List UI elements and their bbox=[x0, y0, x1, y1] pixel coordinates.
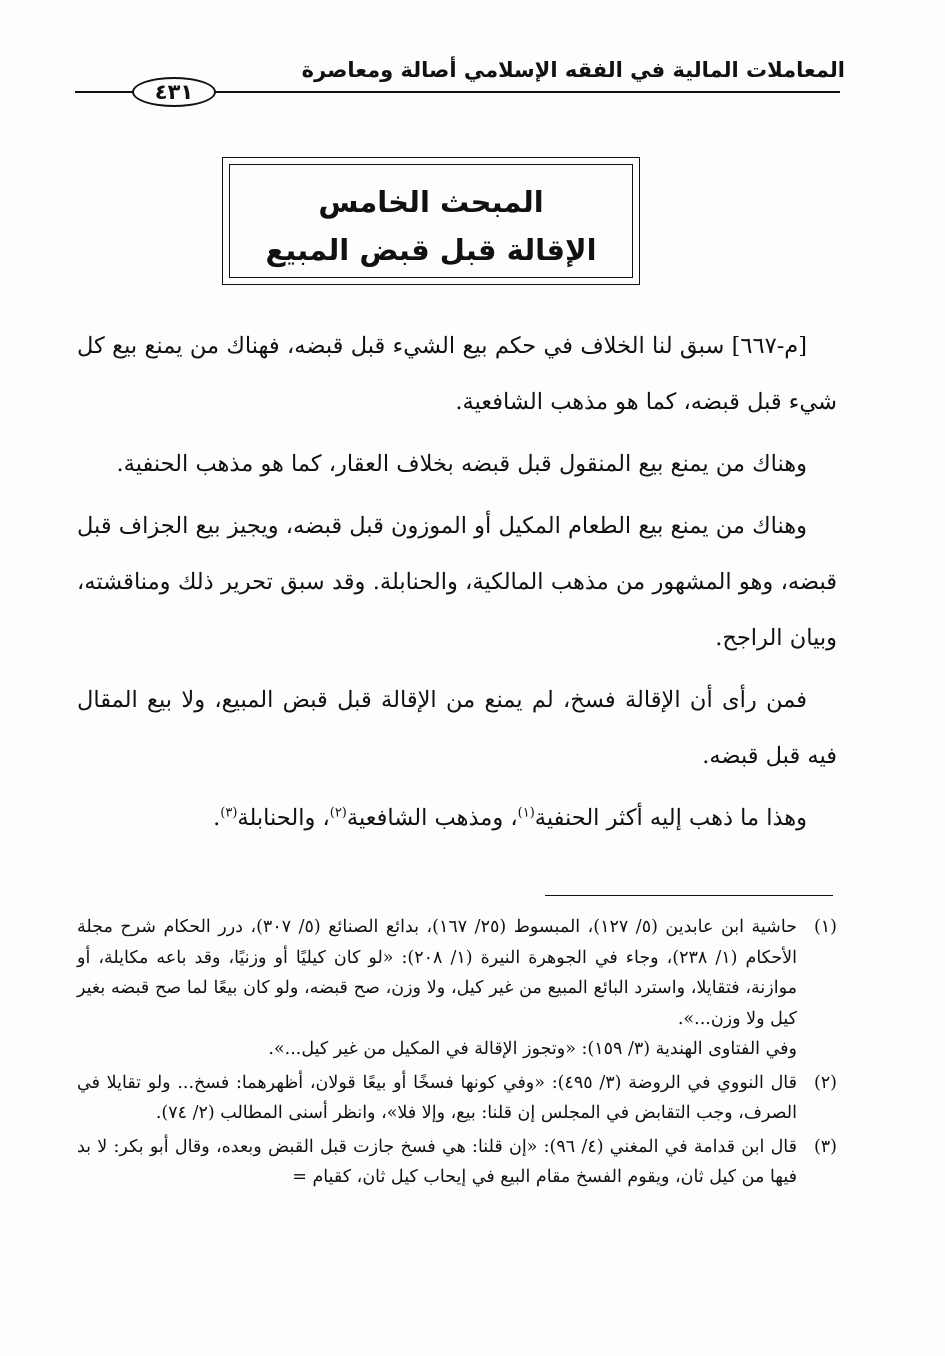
footnote-2 bbox=[77, 1068, 837, 1129]
paragraph-5-part-d: . bbox=[213, 805, 221, 831]
footnote-3-text: قال ابن قدامة في المغني (٤/ ٩٦): «إن قلنا: هي فسخ جازت قبل القبض وبعده، وقال أبو بكر: لا بد فيها من كيل ثان، ويقوم الفسخ مقام البيع في إيحاب كيل ثان، كقيام = bbox=[77, 1136, 797, 1187]
footnote-3-number: (٣) bbox=[813, 1136, 837, 1157]
footnote-1-number: (١) bbox=[813, 917, 837, 937]
footnote-ref-2: (٢) bbox=[329, 805, 347, 821]
footnote-ref-1: (١) bbox=[517, 805, 535, 821]
paragraph-2: وهناك من يمنع بيع المنقول قبل قبضه بخلاف العقار، كما هو مذهب الحنفية. bbox=[116, 451, 807, 477]
footnote-2-number: (٢) bbox=[813, 1072, 837, 1093]
footnote-separator bbox=[545, 895, 833, 896]
footnotes bbox=[77, 912, 837, 1196]
paragraph-5-part-a: وهذا ما ذهب إليه أكثر الحنفية bbox=[534, 805, 807, 831]
footnote-2-text: قال النووي في الروضة (٣/ ٤٩٥): «وفي كونها فسخًا أو بيعًا قولان، أظهرهما: فسخ... ولو تقايلا في الصرف، وجب التقابض في المجلس إن قلنا: بيع، وإلا فلا»، وانظر أسنى المطالب (٢/ ٧٤). bbox=[77, 1072, 797, 1123]
paragraph-5 bbox=[77, 790, 837, 846]
footnote-1 bbox=[77, 912, 837, 1065]
section-heading: المبحث الخامس bbox=[318, 185, 544, 219]
section-subheading: الإقالة قبل قبض المبيع bbox=[265, 233, 597, 267]
paragraph-1: [م-٦٦٧] سبق لنا الخلاف في حكم بيع الشيء قبل قبضه، فهناك من يمنع بيع كل شيء قبل قبضه، كما هو مذهب الشافعية. bbox=[77, 333, 837, 415]
paragraph-5-part-c: ، والحنابلة bbox=[237, 805, 330, 831]
main-text bbox=[77, 318, 837, 852]
paragraph-5-part-b: ، ومذهب الشافعية bbox=[346, 805, 518, 831]
footnote-1-continuation: وفي الفتاوى الهندية (٣/ ١٥٩): «وتجوز الإقالة في المكيل من غير كيل...». bbox=[268, 1039, 797, 1059]
paragraph-3: وهناك من يمنع بيع الطعام المكيل أو الموزون قبل قبضه، ويجيز بيع الجزاف قبل قبضه، وهو المشهور من مذهب المالكية، والحنابلة. وقد سبق تحرير ذلك ومناقشته، وبيان الراجح. bbox=[77, 513, 837, 651]
footnote-3 bbox=[77, 1132, 837, 1193]
section-title-box bbox=[222, 157, 640, 285]
paragraph-4: فمن رأى أن الإقالة فسخ، لم يمنع من الإقالة قبل قبض المبيع، ولا بيع المقال فيه قبل قبضه. bbox=[77, 687, 837, 769]
footnote-ref-3: (٣) bbox=[220, 805, 238, 821]
page-number: ٤٣١ bbox=[132, 77, 216, 107]
running-header-title: المعاملات المالية في الفقه الإسلامي أصالة ومعاصرة bbox=[301, 58, 845, 82]
footnote-1-text: حاشية ابن عابدين (٥/ ١٢٧)، المبسوط (٢٥/ ١٦٧)، بدائع الصنائع (٥/ ٣٠٧)، درر الحكام شرح مجلة الأحكام (١/ ٢٣٨)، وجاء في الجوهرة النيرة (١/ ٢٠٨): «لو كان كيليًا أو وزنيًا، وقد باعه مكايلة، أو موازنة، فتقايلا، واسترد البائع المبيع من غير كيل، ولا وزن، صح قبضه، ولو كان بيعًا لما صح قبضه بغير كيل ولا وزن...». bbox=[77, 917, 797, 1029]
section-title-inner-border bbox=[229, 164, 633, 278]
